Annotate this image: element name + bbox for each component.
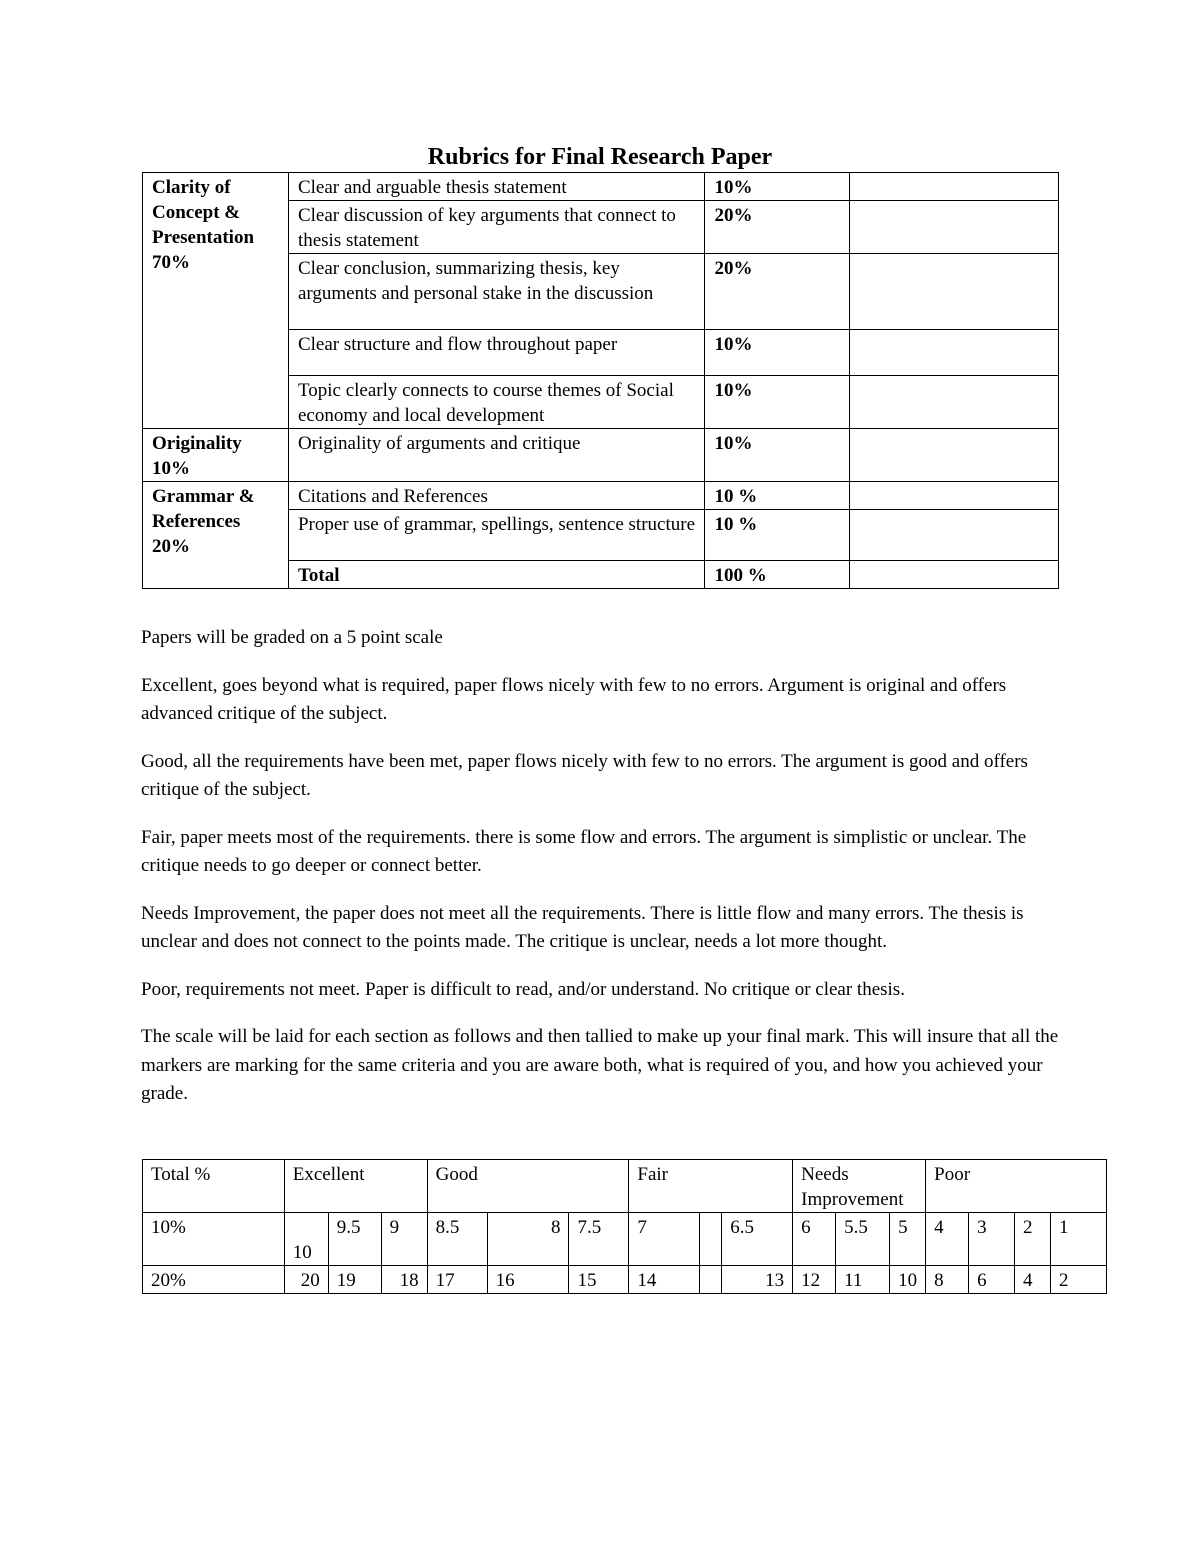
scale-cell: 10 xyxy=(890,1266,926,1294)
score-cell xyxy=(850,201,1059,254)
paragraph: Good, all the requirements have been met, paper flows nicely with few to no errors. The argument is good and offers critique of the subject. xyxy=(141,750,1028,800)
rubric-table xyxy=(142,172,1059,589)
page-title: Rubrics for Final Research Paper xyxy=(427,144,773,170)
rubric-row xyxy=(143,173,1059,201)
criterion-cell: Citations and References xyxy=(288,482,705,510)
paragraph: Needs Improvement, the paper does not meet all the requirements. There is little flow and many errors. The thesis is unclear and does not connect to the points made. The critique is unclear, needs a lot more thought. xyxy=(141,902,1024,952)
weight-cell: 10% xyxy=(705,376,850,429)
criterion-cell: Proper use of grammar, spellings, sentence structure xyxy=(288,510,705,561)
score-cell xyxy=(850,510,1059,561)
weight-cell: 10 % xyxy=(705,510,850,561)
scale-cell: 2 xyxy=(1015,1213,1051,1266)
scale-row-10 xyxy=(143,1213,1107,1266)
total-weight: 100 % xyxy=(705,561,850,589)
category-label: References xyxy=(152,511,241,532)
scale-cell: 6.5 xyxy=(722,1213,793,1266)
total-label: Total xyxy=(288,561,705,589)
category-weight: 10% xyxy=(152,458,190,479)
scale-cell: 9.5 xyxy=(328,1213,381,1266)
scale-cell: 4 xyxy=(1015,1266,1051,1294)
category-grammar xyxy=(143,482,289,589)
scale-cell: 8 xyxy=(926,1266,969,1294)
scale-cell: 20 xyxy=(284,1266,328,1294)
scale-cell: 17 xyxy=(427,1266,487,1294)
paragraph: Poor, requirements not meet. Paper is difficult to read, and/or understand. No critique or clear thesis. xyxy=(141,978,905,1000)
category-clarity xyxy=(143,173,289,429)
score-cell xyxy=(850,173,1059,201)
scale-cell: 6 xyxy=(793,1213,836,1266)
criterion-cell: Originality of arguments and critique xyxy=(288,429,705,482)
scale-cell: 6 xyxy=(969,1266,1015,1294)
scale-cell: 12 xyxy=(793,1266,836,1294)
scale-cell: 18 xyxy=(381,1266,427,1294)
scale-cell: 16 xyxy=(487,1266,569,1294)
paragraph: Excellent, goes beyond what is required, paper flows nicely with few to no errors. Argument is original and offers advanced critique of the subject. xyxy=(141,674,1007,724)
criterion-cell: Clear discussion of key arguments that connect to thesis statement xyxy=(288,201,705,254)
criterion-cell: Clear and arguable thesis statement xyxy=(288,173,705,201)
weight-cell: 20% xyxy=(705,201,850,254)
category-originality xyxy=(143,429,289,482)
category-label: Originality xyxy=(152,433,242,454)
paragraph: Fair, paper meets most of the requirements. there is some flow and errors. The argument is simplistic or unclear. The critique needs to go deeper or connect better. xyxy=(141,826,1027,876)
rubric-row xyxy=(143,482,1059,510)
scale-cell: 1 xyxy=(1050,1213,1106,1266)
scale-header-total: Total % xyxy=(143,1160,285,1213)
scale-cell: 8 xyxy=(487,1213,569,1266)
weight-cell: 10% xyxy=(705,330,850,376)
score-cell xyxy=(850,561,1059,589)
scale-cell: 11 xyxy=(836,1266,890,1294)
scale-header-excellent: Excellent xyxy=(284,1160,427,1213)
scale-row-20 xyxy=(143,1266,1107,1294)
weight-cell: 10 % xyxy=(705,482,850,510)
score-cell xyxy=(850,429,1059,482)
scale-cell: 19 xyxy=(328,1266,381,1294)
category-label: Concept & xyxy=(152,202,241,223)
scale-cell: 20% xyxy=(143,1266,285,1294)
scale-cell: 3 xyxy=(969,1213,1015,1266)
scale-cell: 15 xyxy=(569,1266,629,1294)
scale-header-fair: Fair xyxy=(629,1160,793,1213)
scale-cell: 5.5 xyxy=(836,1213,890,1266)
scale-header-good: Good xyxy=(427,1160,629,1213)
weight-cell: 10% xyxy=(705,173,850,201)
scale-cell: 8.5 xyxy=(427,1213,487,1266)
score-cell xyxy=(850,330,1059,376)
scale-cell: 13 xyxy=(722,1266,793,1294)
scale-cell: 4 xyxy=(926,1213,969,1266)
weight-cell: 20% xyxy=(705,254,850,330)
grading-description xyxy=(141,624,1071,1128)
paragraph: Papers will be graded on a 5 point scale xyxy=(141,627,443,648)
score-cell xyxy=(850,376,1059,429)
scale-table xyxy=(142,1159,1107,1294)
scale-header-poor: Poor xyxy=(926,1160,1107,1213)
category-weight: 20% xyxy=(152,536,190,557)
criterion-cell: Clear structure and flow throughout paper xyxy=(288,330,705,376)
weight-cell: 10% xyxy=(705,429,850,482)
category-label: Presentation xyxy=(152,227,255,248)
scale-cell: 10 xyxy=(284,1213,328,1266)
scale-cell: 10% xyxy=(143,1213,285,1266)
category-label: Grammar & xyxy=(152,486,255,507)
scale-cell xyxy=(700,1213,722,1266)
scale-header-row xyxy=(143,1160,1107,1213)
scale-cell: 9 xyxy=(381,1213,427,1266)
scale-cell: 5 xyxy=(890,1213,926,1266)
score-cell xyxy=(850,482,1059,510)
criterion-cell: Topic clearly connects to course themes of Social economy and local development xyxy=(288,376,705,429)
scale-cell: 7 xyxy=(629,1213,700,1266)
category-label: Clarity of xyxy=(152,177,231,198)
paragraph: The scale will be laid for each section as follows and then tallied to make up your final mark. This will insure that all the markers are marking for the same criteria and you are aware both, what is required of you, and how you achieved your grade. xyxy=(141,1026,1059,1104)
scale-cell: 14 xyxy=(629,1266,700,1294)
scale-cell: 2 xyxy=(1050,1266,1106,1294)
scale-cell xyxy=(700,1266,722,1294)
score-cell xyxy=(850,254,1059,330)
scale-header-needs-improvement: Needs Improvement xyxy=(793,1160,926,1213)
scale-cell: 7.5 xyxy=(569,1213,629,1266)
category-weight: 70% xyxy=(152,252,190,273)
criterion-cell: Clear conclusion, summarizing thesis, key arguments and personal stake in the discussion xyxy=(288,254,705,330)
rubric-row xyxy=(143,429,1059,482)
